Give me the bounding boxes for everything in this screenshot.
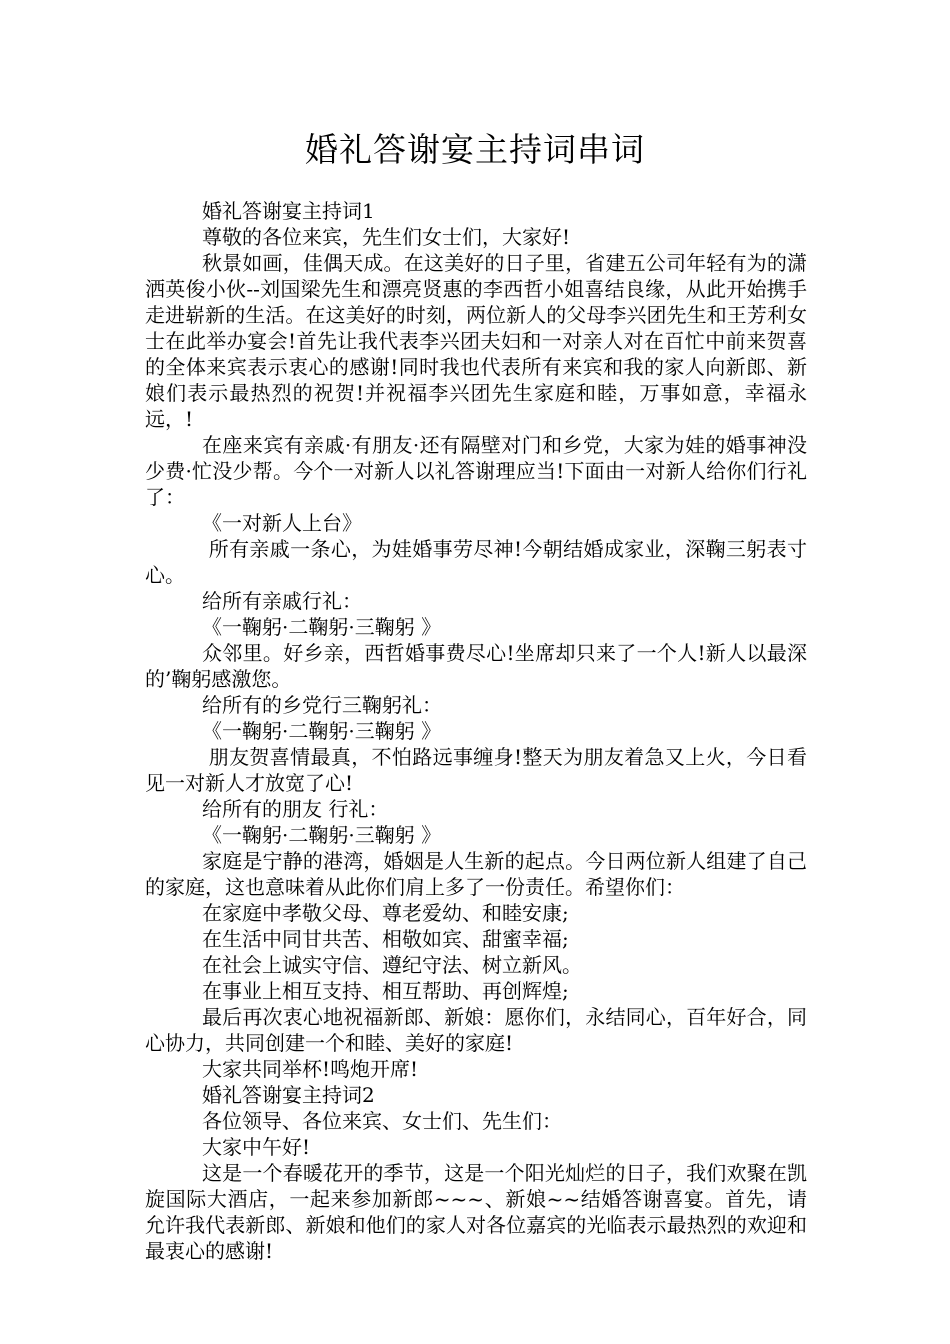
paragraph: 各位领导、各位来宾、女士们、先生们：	[202, 1109, 562, 1133]
paragraph-heading-1: 婚礼答谢宴主持词1	[202, 199, 375, 223]
paragraph: 《一鞠躬·二鞠躬·三鞠躬 》	[202, 719, 442, 743]
paragraph: 这是一个春暖花开的季节，这是一个阳光灿烂的日子，我们欢聚在凯旋国际大酒店，一起来参加新郎~~~、新娘~~结婚答谢喜宴。首先，请允许我代表新郎、新娘和他们的家人对各位嘉宾的光临表示最热烈的欢迎和最衷心的感谢!	[145, 1161, 807, 1263]
paragraph: 给所有亲戚行礼：	[202, 589, 362, 613]
paragraph: 《一鞠躬·二鞠躬·三鞠躬 》	[202, 615, 442, 639]
paragraph: 在生活中同甘共苦、相敬如宾、甜蜜幸福;	[202, 927, 569, 951]
paragraph: 在家庭中孝敬父母、尊老爱幼、和睦安康;	[202, 901, 569, 925]
paragraph: 最后再次衷心地祝福新郎、新娘：愿你们，永结同心，百年好合，同心协力，共同创建一个和睦、美好的家庭!	[145, 1005, 807, 1055]
paragraph: 在座来宾有亲戚·有朋友·还有隔壁对门和乡党，大家为娃的婚事神没少费·忙没少帮。今个一对新人以礼答谢理应当!下面由一对新人给你们行礼了：	[145, 433, 807, 509]
paragraph: 众邻里。好乡亲，西哲婚事费尽心!坐席却只来了一个人!新人以最深的’鞠躬感激您。	[145, 641, 807, 691]
paragraph: 《一鞠躬·二鞠躬·三鞠躬 》	[202, 823, 442, 847]
paragraph: 在社会上诚实守信、遵纪守法、树立新风。	[202, 953, 582, 977]
paragraph: 所有亲戚一条心，为娃婚事劳尽神!今朝结婚成家业，深鞠三躬表寸心。	[145, 537, 807, 587]
paragraph: 家庭是宁静的港湾，婚姻是人生新的起点。今日两位新人组建了自己的家庭，这也意味着从此你们肩上多了一份责任。希望你们：	[145, 849, 807, 899]
paragraph-heading-2: 婚礼答谢宴主持词2	[202, 1083, 375, 1107]
paragraph: 在事业上相互支持、相互帮助、再创辉煌;	[202, 979, 569, 1003]
paragraph: 给所有的朋友 行礼：	[202, 797, 389, 821]
paragraph: 朋友贺喜情最真，不怕路远事缠身!整天为朋友着急又上火，今日看见一对新人才放宽了心!	[145, 745, 807, 795]
paragraph: 尊敬的各位来宾，先生们女士们，大家好!	[202, 225, 571, 249]
paragraph: 《一对新人上台》	[202, 511, 362, 535]
paragraph: 大家中午好!	[202, 1135, 311, 1159]
document-title: 婚礼答谢宴主持词串词	[305, 130, 645, 169]
document-body	[145, 198, 807, 1264]
paragraph: 秋景如画，佳偶天成。在这美好的日子里，省建五公司年轻有为的潇洒英俊小伙--刘国梁先生和漂亮贤惠的李西哲小姐喜结良缘，从此开始携手走进崭新的生活。在这美好的时刻，两位新人的父母李兴团先生和王芳利女士在此举办宴会!首先让我代表李兴团夫妇和一对亲人对在百忙中前来贺喜的全体来宾表示衷心的感谢!同时我也代表所有来宾和我的家人向新郎、新娘们表示最热烈的祝贺!并祝福李兴团先生家庭和睦，万事如意，幸福永远，!	[145, 251, 807, 431]
paragraph: 给所有的乡党行三鞠躬礼：	[202, 693, 442, 717]
paragraph: 大家共同举杯!鸣炮开席!	[202, 1057, 419, 1081]
